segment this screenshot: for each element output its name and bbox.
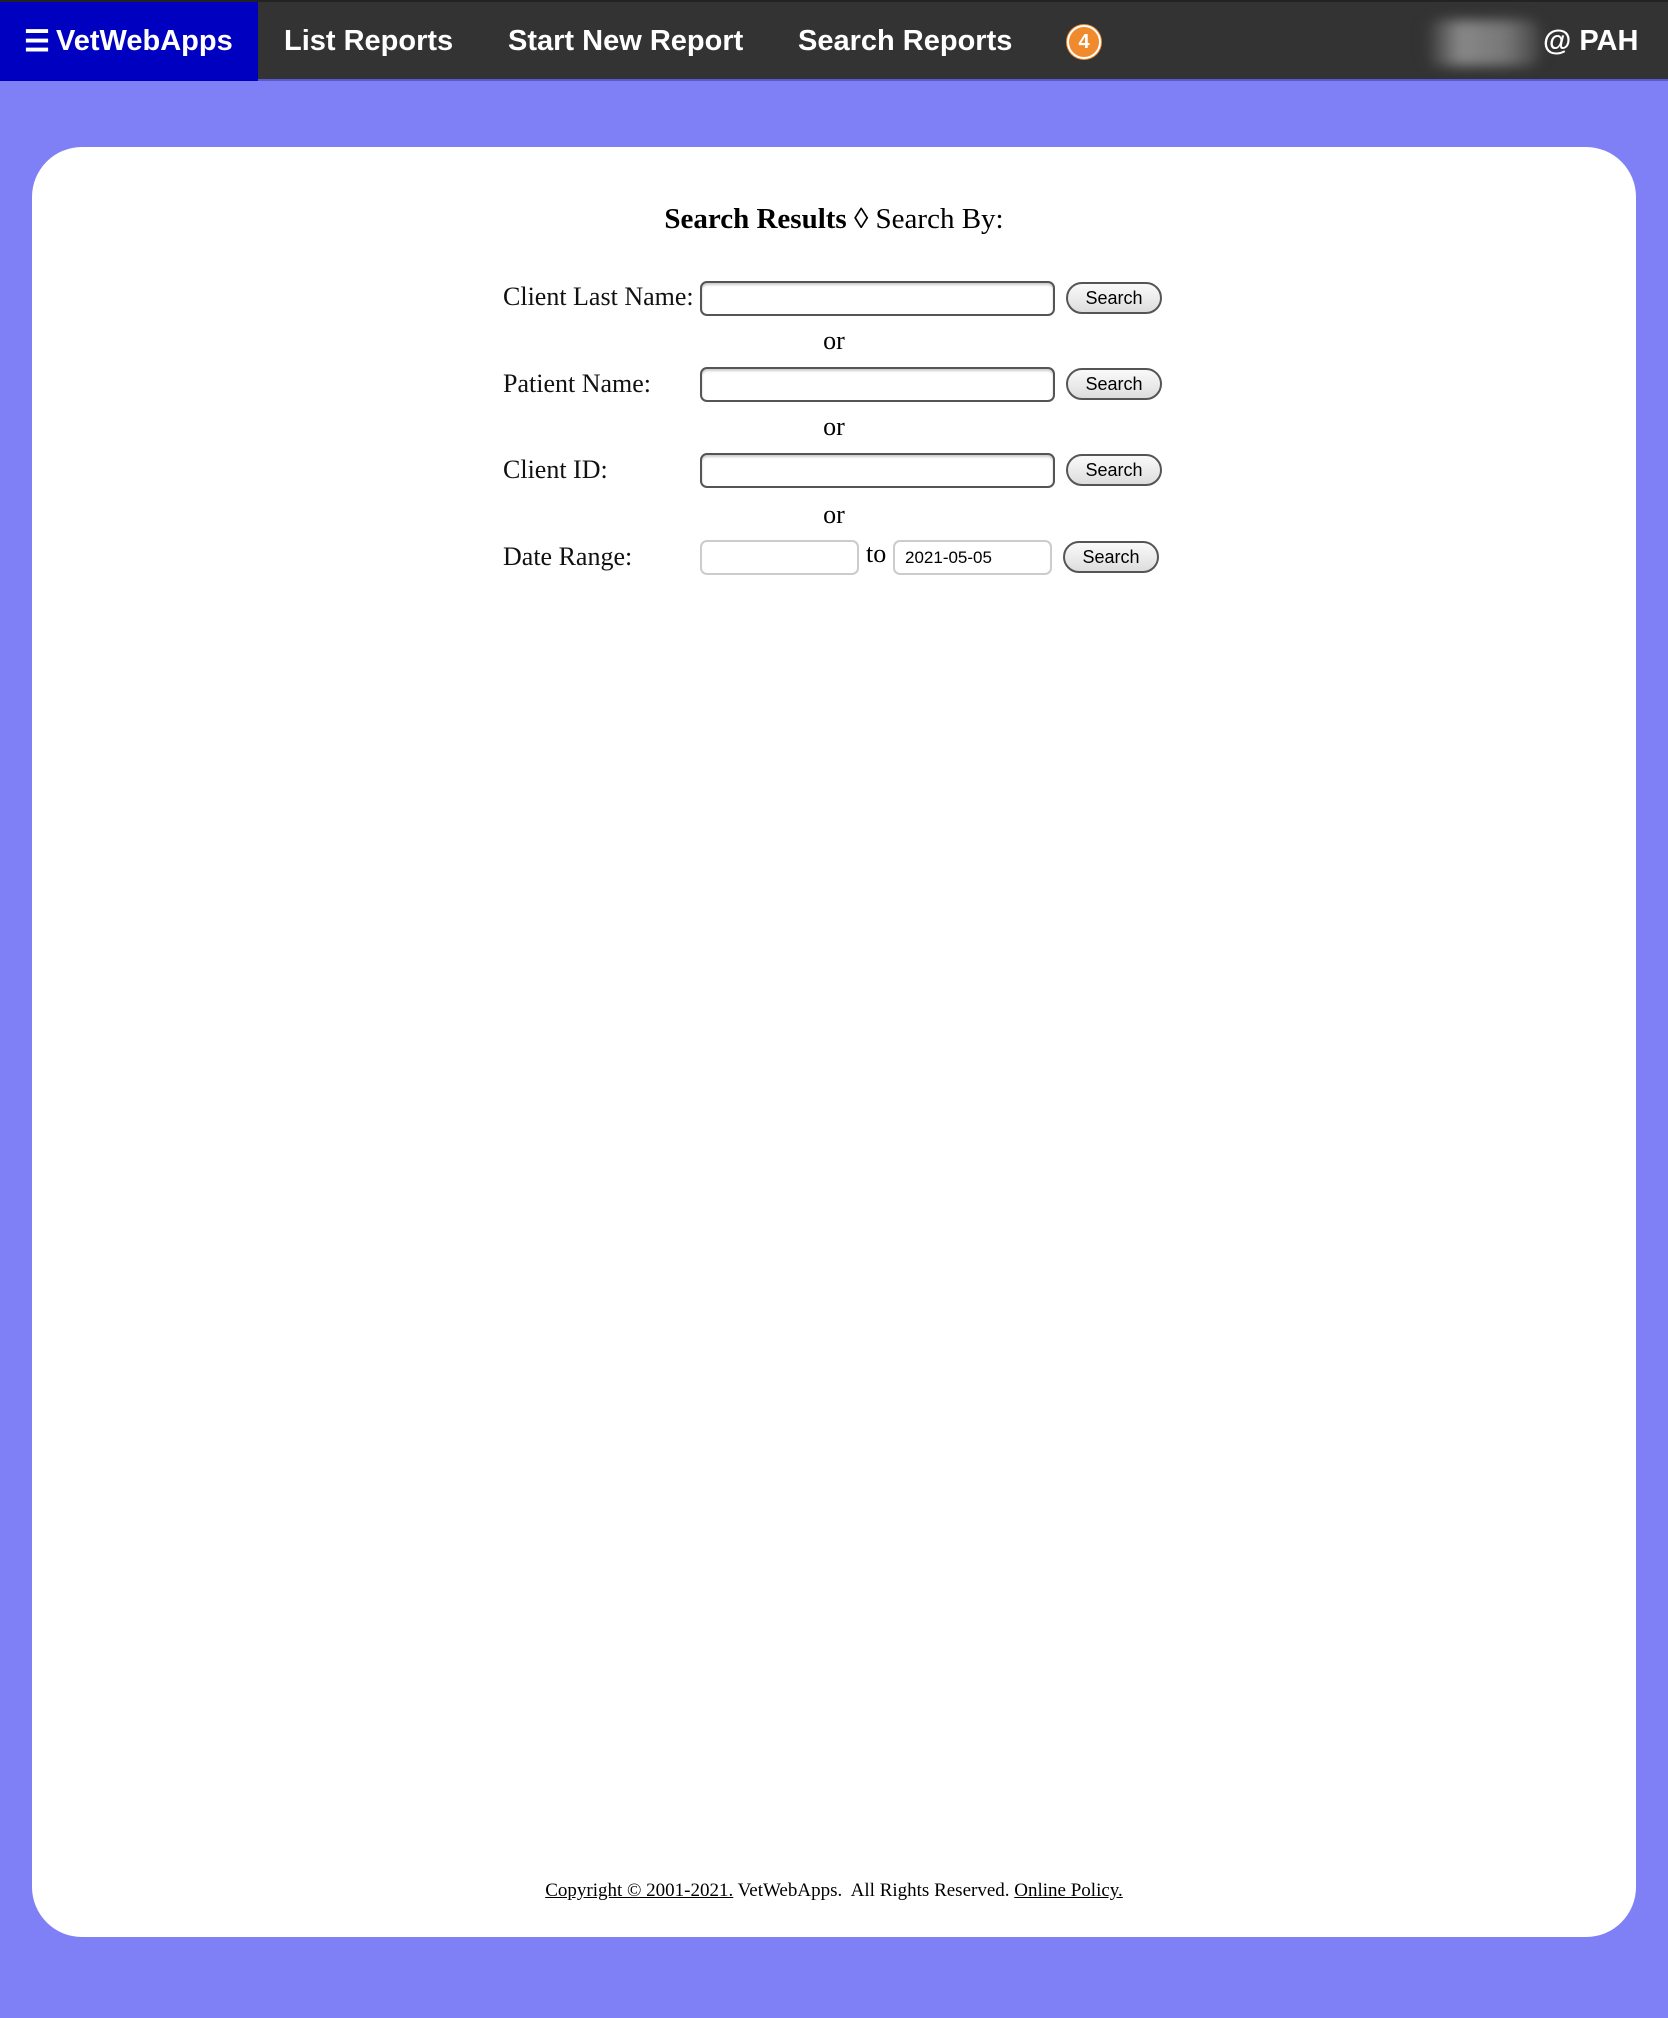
online-policy-link[interactable]: Online Policy. (1014, 1880, 1123, 1901)
date-range-label: Date Range: (503, 542, 633, 571)
nav-list-reports[interactable]: List Reports (284, 25, 454, 57)
title-search-results: Search Results (664, 203, 847, 235)
top-nav (0, 0, 1668, 81)
nav-start-new-report[interactable]: Start New Report (508, 25, 744, 57)
blurred-username (1426, 20, 1540, 66)
hamburger-icon: ☰ (24, 26, 50, 58)
user-location[interactable]: @ PAH (1543, 25, 1639, 57)
or-separator: or (823, 412, 845, 441)
search-client-last-name-button[interactable]: Search (1066, 282, 1162, 314)
search-client-id-button[interactable]: Search (1066, 454, 1162, 486)
title-search-by: Search By: (875, 203, 1004, 235)
client-id-label: Client ID: (503, 455, 608, 484)
nav-search-reports[interactable]: Search Reports (798, 25, 1013, 57)
date-to-input[interactable] (893, 540, 1052, 575)
page-title (0, 203, 1668, 236)
notification-badge[interactable]: 4 (1067, 25, 1101, 59)
search-date-range-button[interactable]: Search (1063, 541, 1159, 573)
patient-name-label: Patient Name: (503, 369, 652, 398)
client-last-name-input[interactable] (700, 281, 1055, 316)
client-last-name-label: Client Last Name: (503, 282, 694, 311)
or-separator: or (823, 326, 845, 355)
brand-menu-button[interactable] (0, 2, 258, 81)
brand-name: VetWebApps (56, 25, 233, 57)
date-from-input[interactable] (700, 540, 859, 575)
patient-name-input[interactable] (700, 367, 1055, 402)
copyright-link[interactable]: Copyright © 2001-2021. (545, 1880, 734, 1901)
search-patient-name-button[interactable]: Search (1066, 368, 1162, 400)
diamond-arrow-icon: ◊ (853, 203, 869, 235)
footer-text: VetWebApps. All Rights Reserved. (733, 1880, 1015, 1901)
to-label: to (866, 539, 887, 568)
footer (0, 1880, 1668, 1902)
client-id-input[interactable] (700, 453, 1055, 488)
or-separator: or (823, 500, 845, 529)
